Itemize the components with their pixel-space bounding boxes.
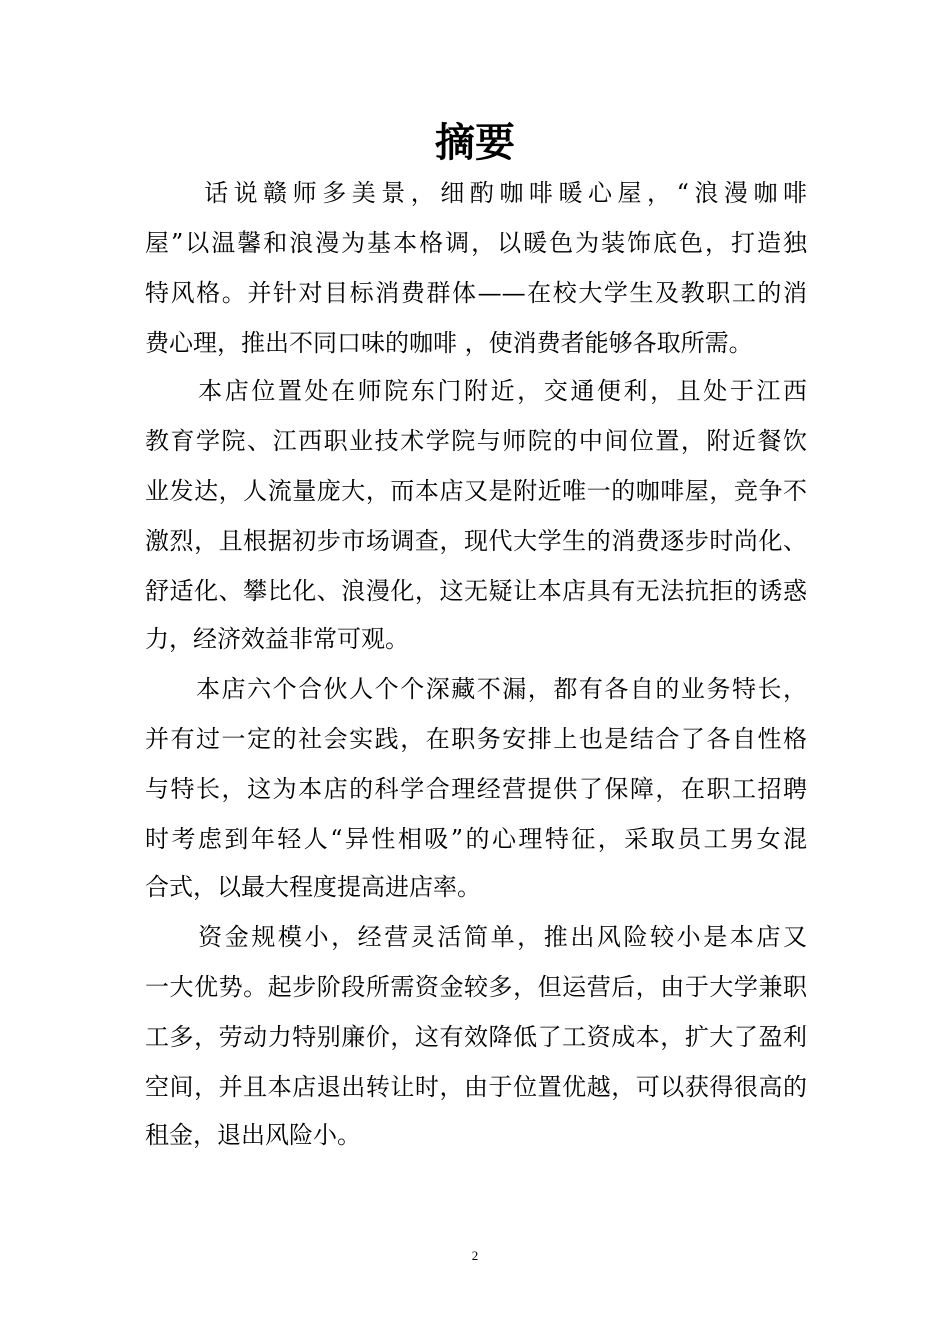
paragraph-2-line: 本店位置处在师院东门附近，交通便利，且处于江西 [145,377,807,405]
paragraph-4-line: 资金规模小，经营灵活简单，推出风险较小是本店又 [145,923,807,951]
paragraph-4-line: 空间，并且本店退出转让时，由于位置优越，可以获得很高的 [145,1073,807,1101]
paragraph-3-line: 时考虑到年轻人“异性相吸”的心理特征，采取员工男女混 [145,825,807,853]
paragraph-2-line: 激烈，且根据初步市场调查，现代大学生的消费逐步时尚化、 [145,527,807,555]
paragraph-3-line: 合式，以最大程度提高进店率。 [145,873,481,901]
paragraph-3-line: 并有过一定的社会实践，在职务安排上也是结合了各自性格 [145,725,807,753]
page-number: 2 [471,1248,479,1263]
page-title: 摘要 [435,119,515,166]
paragraph-4-line: 一大优势。起步阶段所需资金较多，但运营后，由于大学兼职 [145,973,807,1001]
paragraph-2-line: 力，经济效益非常可观。 [145,625,409,653]
paragraph-3-line: 与特长，这为本店的科学合理经营提供了保障，在职工招聘 [145,775,807,803]
paragraph-4-line: 租金，退出风险小。 [145,1121,361,1149]
paragraph-1-line: 费心理，推出不同口味的咖啡 ，使消费者能够各取所需。 [145,329,753,357]
paragraph-2-line: 舒适化、攀比化、浪漫化，这无疑让本店具有无法抗拒的诱惑 [145,577,807,605]
paragraph-1-line: 屋”以温馨和浪漫为基本格调，以暖色为装饰底色，打造独 [145,229,807,257]
paragraph-2-line: 业发达，人流量庞大，而本店又是附近唯一的咖啡屋，竞争不 [145,477,807,505]
paragraph-4-line: 工多，劳动力特别廉价，这有效降低了工资成本，扩大了盈利 [145,1023,807,1051]
paragraph-1-line: 特风格。并针对目标消费群体——在校大学生及教职工的消 [145,279,807,307]
paragraph-3-line: 本店六个合伙人个个深藏不漏，都有各自的业务特长， [145,675,807,703]
paragraph-1-line: 话说赣师多美景，细酌咖啡暖心屋，“浪漫咖啡 [145,179,807,207]
paragraph-2-line: 教育学院、江西职业技术学院与师院的中间位置，附近餐饮 [145,427,807,455]
